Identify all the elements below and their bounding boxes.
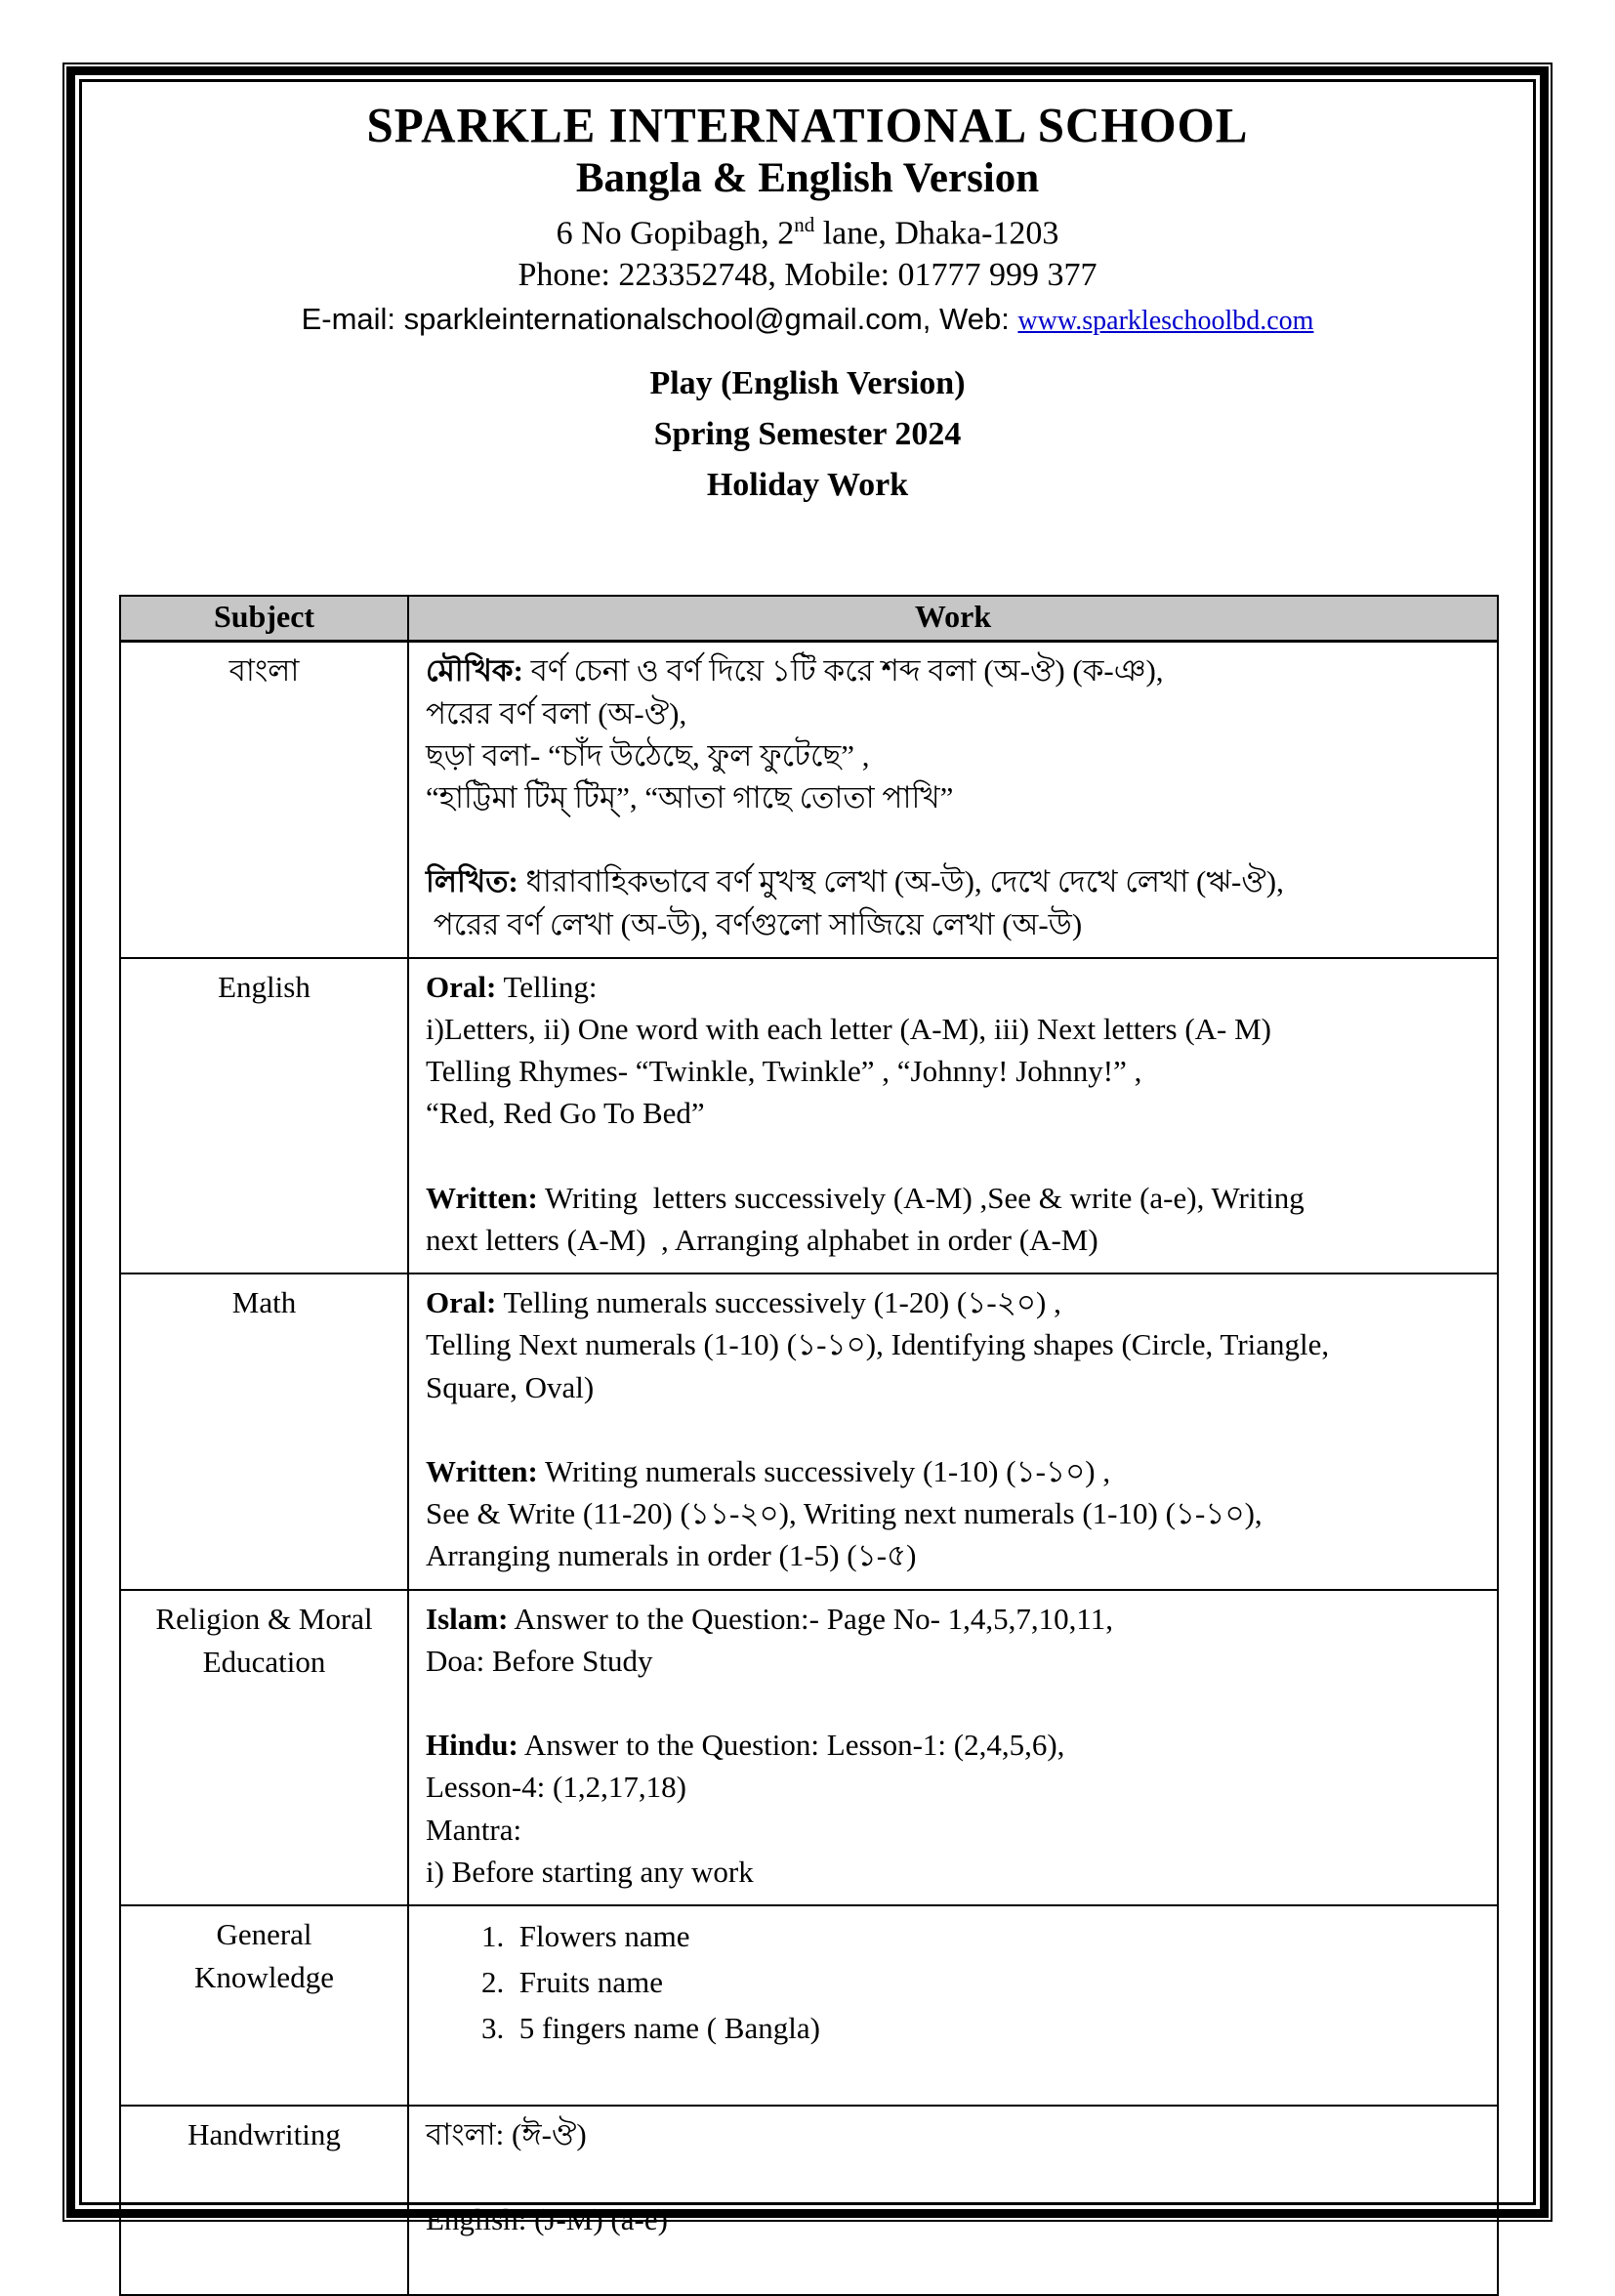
subject-cell: [120, 958, 408, 1273]
work-cell: [408, 1590, 1498, 1905]
work-line: Doa: Before Study: [426, 1643, 653, 1678]
blank-line: [426, 818, 1483, 860]
work-line: Hindu: Answer to the Question: Lesson-1: (2,4,5,6),: [426, 1728, 1065, 1763]
work-cell: [408, 1273, 1498, 1589]
subject-cell: [120, 1590, 408, 1905]
blank-line: [426, 1408, 1483, 1450]
subject-line: Education: [202, 1644, 326, 1679]
work-line: লিখিত: ধারাবাহিকভাবে বর্ণ মুখস্থ লেখা (অ-উ), দেখে দেখে লেখা (ঋ-ঔ),: [426, 864, 1284, 899]
blank-line: [426, 2051, 1483, 2093]
work-line: Telling Rhymes- “Twinkle, Twinkle” , “Johnny! Johnny!” ,: [426, 1054, 1142, 1089]
table-row: [120, 958, 1498, 1273]
class-line: Play (English Version): [649, 365, 966, 402]
page-frame-outer: [62, 63, 1553, 2236]
table-header-row: [120, 596, 1498, 642]
work-line: Square, Oval): [426, 1369, 595, 1404]
table-row: [120, 1905, 1498, 2106]
version-line: Bangla & English Version: [575, 155, 1040, 201]
subject-line: Handwriting: [187, 2117, 341, 2152]
website-link[interactable]: www.sparkleschoolbd.com: [1017, 306, 1314, 337]
work-line: i)Letters, ii) One word with each letter (A-M), iii) Next letters (A- M): [426, 1011, 1271, 1046]
blank-line: [426, 2240, 1483, 2282]
blank-line: [426, 2155, 1483, 2197]
work-line: “হাট্টিমা টিম্ টিম্”, “আতা গাছে তোতা পাখি”: [426, 779, 954, 814]
work-line: Oral: Telling numerals successively (1-20) (১-২০) ,: [426, 1285, 1061, 1320]
work-line: 1. Flowers name: [481, 1919, 690, 1954]
table-body: [120, 642, 1498, 2295]
work-line: পরের বর্ণ লেখা (অ-উ), বর্ণগুলো সাজিয়ে লেখা (অ-উ): [426, 906, 1083, 941]
work-cell: [408, 642, 1498, 958]
semester-line: Spring Semester 2024: [653, 416, 962, 453]
page-content: [82, 82, 1533, 2236]
email-text: E-mail: sparkleinternationalschool@gmail.com, Web:: [301, 302, 1018, 337]
work-line: Telling Next numerals (1-10) (১-১০), Identifying shapes (Circle, Triangle,: [426, 1327, 1330, 1362]
subject-line: English: [218, 969, 311, 1004]
table-row: [120, 1590, 1498, 1905]
page-frame-inner: [79, 79, 1536, 2236]
subject-cell: [120, 642, 408, 958]
subject-cell: [120, 2106, 408, 2295]
work-cell: [408, 958, 1498, 1273]
blank-line: [426, 1135, 1483, 1177]
table-row: [120, 1273, 1498, 1589]
school-name: SPARKLE INTERNATIONAL SCHOOL: [366, 97, 1249, 154]
work-line: পরের বর্ণ বলা (অ-ঔ),: [426, 695, 687, 731]
work-line: Lesson-4: (1,2,17,18): [426, 1770, 686, 1805]
work-line: Islam: Answer to the Question:- Page No- 1,4,5,7,10,11,: [426, 1601, 1114, 1636]
subject-cell: [120, 1905, 408, 2106]
blank-line: [426, 1682, 1483, 1724]
subject-cell: [120, 1273, 408, 1589]
table-row: [120, 2106, 1498, 2295]
table-row: [120, 642, 1498, 958]
subject-column-header: Subject: [120, 596, 408, 642]
page-frame-band: [66, 66, 1549, 2236]
work-line: মৌখিক: বর্ণ চেনা ও বর্ণ দিয়ে ১টি করে শব্দ বলা (অ-ঔ) (ক-ঞ),: [426, 653, 1164, 689]
subject-line: General: [216, 1917, 312, 1952]
work-line: Written: Writing letters successively (A-M) ,See & write (a-e), Writing: [426, 1180, 1304, 1215]
work-cell: [408, 2106, 1498, 2295]
holiday-work-title: Holiday Work: [706, 467, 909, 504]
work-line: next letters (A-M) , Arranging alphabet in order (A-M): [426, 1222, 1098, 1257]
work-line: Arranging numerals in order (1-5) (১-৫): [426, 1538, 917, 1573]
work-line: বাংলা: (ঈ-ঔ): [426, 2117, 587, 2152]
work-line: English: (J-M) (a-e): [426, 2201, 668, 2236]
subject-line: বাংলা: [228, 653, 300, 689]
work-line: ছড়া বলা- “চাঁদ উঠেছে, ফুল ফুটেছে” ,: [426, 737, 870, 772]
work-line: Oral: Telling:: [426, 969, 598, 1004]
work-line: See & Write (11-20) (১১-২০), Writing next numerals (1-10) (১-১০),: [426, 1496, 1263, 1531]
subject-line: Math: [231, 1285, 297, 1320]
work-cell: [408, 1905, 1498, 2106]
holiday-work-table: [119, 595, 1499, 2296]
work-line: i) Before starting any work: [426, 1854, 754, 1889]
work-line: 3. 5 fingers name ( Bangla): [481, 2011, 820, 2046]
address-ordinal: nd: [794, 213, 815, 236]
phone-line: Phone: 223352748, Mobile: 01777 999 377: [518, 257, 1097, 294]
address-pre: 6 No Gopibagh, 2: [556, 215, 795, 252]
address-line: [119, 205, 1496, 253]
work-line: 2. Fruits name: [481, 1965, 663, 2000]
email-line: [119, 298, 1496, 343]
work-column-header: Work: [408, 596, 1498, 642]
work-line: Mantra:: [426, 1812, 522, 1847]
subject-line: Religion & Moral: [155, 1601, 373, 1636]
work-line: Written: Writing numerals successively (1-10) (১-১০) ,: [426, 1453, 1111, 1488]
work-line: “Red, Red Go To Bed”: [426, 1096, 705, 1131]
subject-line: Knowledge: [194, 1960, 334, 1995]
address-post: lane, Dhaka-1203: [814, 215, 1059, 252]
